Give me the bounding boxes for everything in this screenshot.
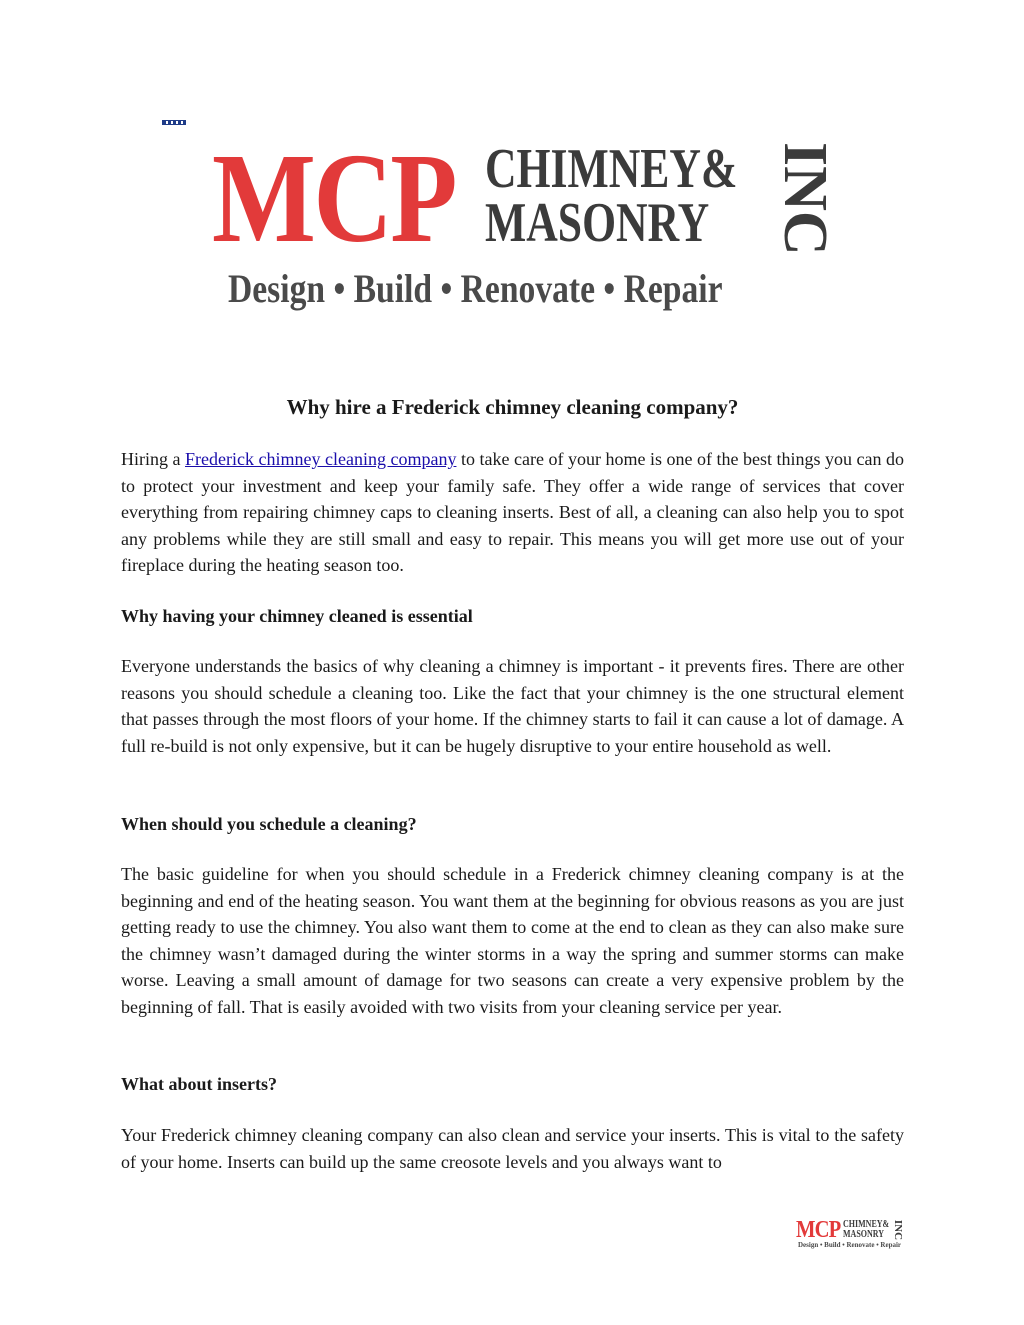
logo-name [485,138,738,254]
section-heading-schedule: When should you schedule a cleaning? [121,814,417,834]
intro-lead-text: Hiring a [121,449,186,469]
company-logo [212,127,842,317]
logo-suffix [771,142,839,256]
footer-logo-tagline: Design • Build • Renovate • Repair [798,1241,902,1249]
page-indicator-icon [162,120,186,125]
section-body-schedule: The basic guideline for when you should schedule in a Frederick chimney cleaning company is at the beginning and end of the heating season. You want them at the beginning for obvious reasons as you are just getting ready to use the chimney. You also want them to come at the end to clean as they can also make sure the chimney wasn’t damaged during the winter storms in a way the spring and summer storms can make worse. Leaving a small amount of damage for two seasons can create a very expensive problem by the beginning of fall. That is easily avoided with two visits from your cleaning service per year. [121,864,904,1017]
footer-logo-name-line1: CHIMNEY& [843,1219,890,1230]
logo-mark: MCP [212,127,455,269]
section-heading-inserts: What about inserts? [121,1074,278,1094]
logo-name-line1: CHIMNEY& [485,138,738,200]
intro-body-text: to take care of your home is one of the best things you can do to protect your investment and keep your family safe. They offer a wide range of services that cover everything from repairing chimney caps to cleaning inserts. Best of all, a cleaning can also help you to spot any problems while they are still small and easy to repair. This means you will get more use out of your fireplace during the heating season too. [121,449,904,575]
article-title: Why hire a Frederick chimney cleaning company? [286,395,739,419]
footer-logo-name-line2: MASONRY [843,1229,885,1240]
section-heading-essential: Why having your chimney cleaned is essential [121,606,473,626]
footer-logo [796,1219,906,1251]
logo-tagline: Design • Build • Renovate • Repair [228,266,723,311]
footer-logo-mark: MCP [796,1217,841,1243]
frederick-chimney-cleaning-link[interactable]: Frederick chimney cleaning company [185,449,457,469]
section-body-inserts: Your Frederick chimney cleaning company can also clean and service your inserts. This is vital to the safety of your home. Inserts can build up the same creosote levels and you always want to [121,1125,904,1172]
footer-logo-suffix [892,1219,904,1241]
footer-logo-suffix-text: INC [892,1219,904,1241]
section-body-essential: Everyone understands the basics of why cleaning a chimney is important - it prevents fires. There are other reasons you should schedule a cleaning too. Like the fact that your chimney is the one structural element that passes through the most floors of your home. If the chimney starts to fail it can cause a lot of damage. A full re-build is not only expensive, but it can be hugely disruptive to your entire household as well. [121,656,904,756]
logo-suffix-text: INC [771,142,839,256]
footer-logo-name [843,1220,889,1240]
intro-paragraph [121,446,904,579]
logo-name-line2: MASONRY [485,192,710,254]
